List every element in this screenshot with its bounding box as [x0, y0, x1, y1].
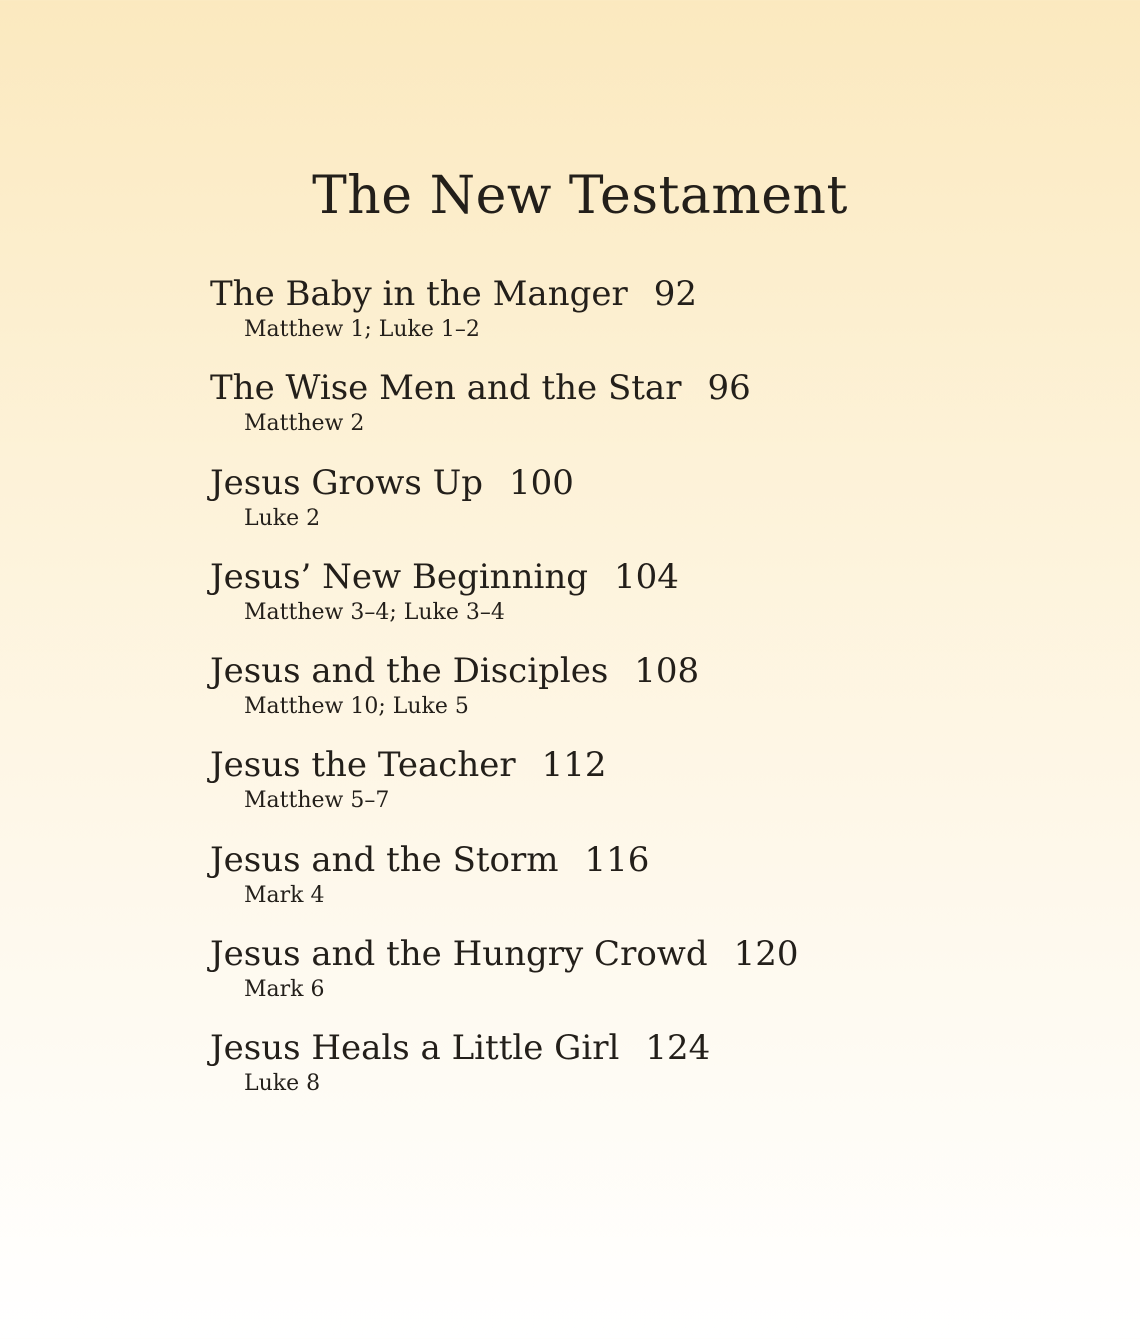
- entry-scripture-reference: Matthew 2: [244, 411, 365, 437]
- toc-entry[interactable]: [210, 1026, 1010, 1120]
- entry-scripture-reference: Matthew 5–7: [244, 788, 390, 814]
- entry-title: The Baby in the Manger: [210, 274, 628, 314]
- entry-page-number: 116: [584, 839, 650, 880]
- entry-title: Jesus and the Hungry Crowd: [210, 934, 708, 975]
- entry-scripture-reference: Matthew 10; Luke 5: [244, 694, 469, 720]
- entry-scripture-reference: Luke 8: [244, 1071, 321, 1097]
- entry-title: Jesus and the Storm: [210, 839, 559, 880]
- page-title: The New Testament: [312, 166, 848, 226]
- toc-entry[interactable]: [210, 366, 1010, 460]
- entry-title: Jesus and the Disciples: [210, 651, 609, 692]
- toc-entry[interactable]: [210, 555, 1010, 649]
- entry-title: Jesus the Teacher: [210, 745, 516, 786]
- entry-page-number: 104: [614, 556, 679, 597]
- toc-entry[interactable]: [210, 649, 1010, 743]
- entry-page-number: 92: [653, 274, 697, 314]
- toc-entry[interactable]: [210, 838, 1010, 932]
- entry-scripture-reference: Mark 4: [244, 882, 325, 908]
- entry-page-number: 96: [707, 368, 751, 409]
- toc-entry[interactable]: [210, 461, 1010, 555]
- entry-scripture-reference: Mark 6: [244, 977, 325, 1003]
- entry-scripture-reference: Matthew 1; Luke 1–2: [244, 317, 480, 342]
- entry-title: The Wise Men and the Star: [210, 368, 682, 409]
- entry-page-number: 112: [541, 745, 607, 786]
- entry-page-number: 100: [509, 462, 574, 503]
- entry-page-number: 124: [645, 1028, 711, 1069]
- entry-title: Jesus Grows Up: [210, 462, 484, 503]
- toc-entry[interactable]: [210, 743, 1010, 837]
- entry-scripture-reference: Luke 2: [244, 505, 321, 531]
- entry-page-number: 120: [733, 934, 799, 975]
- entry-page-number: 108: [634, 651, 700, 692]
- entry-scripture-reference: Matthew 3–4; Luke 3–4: [244, 599, 505, 625]
- toc-list: [210, 272, 1010, 1121]
- entry-title: Jesus Heals a Little Girl: [210, 1028, 620, 1069]
- toc-entry[interactable]: [210, 272, 1010, 366]
- entry-title: Jesus’ New Beginning: [210, 556, 589, 597]
- toc-entry[interactable]: [210, 932, 1010, 1026]
